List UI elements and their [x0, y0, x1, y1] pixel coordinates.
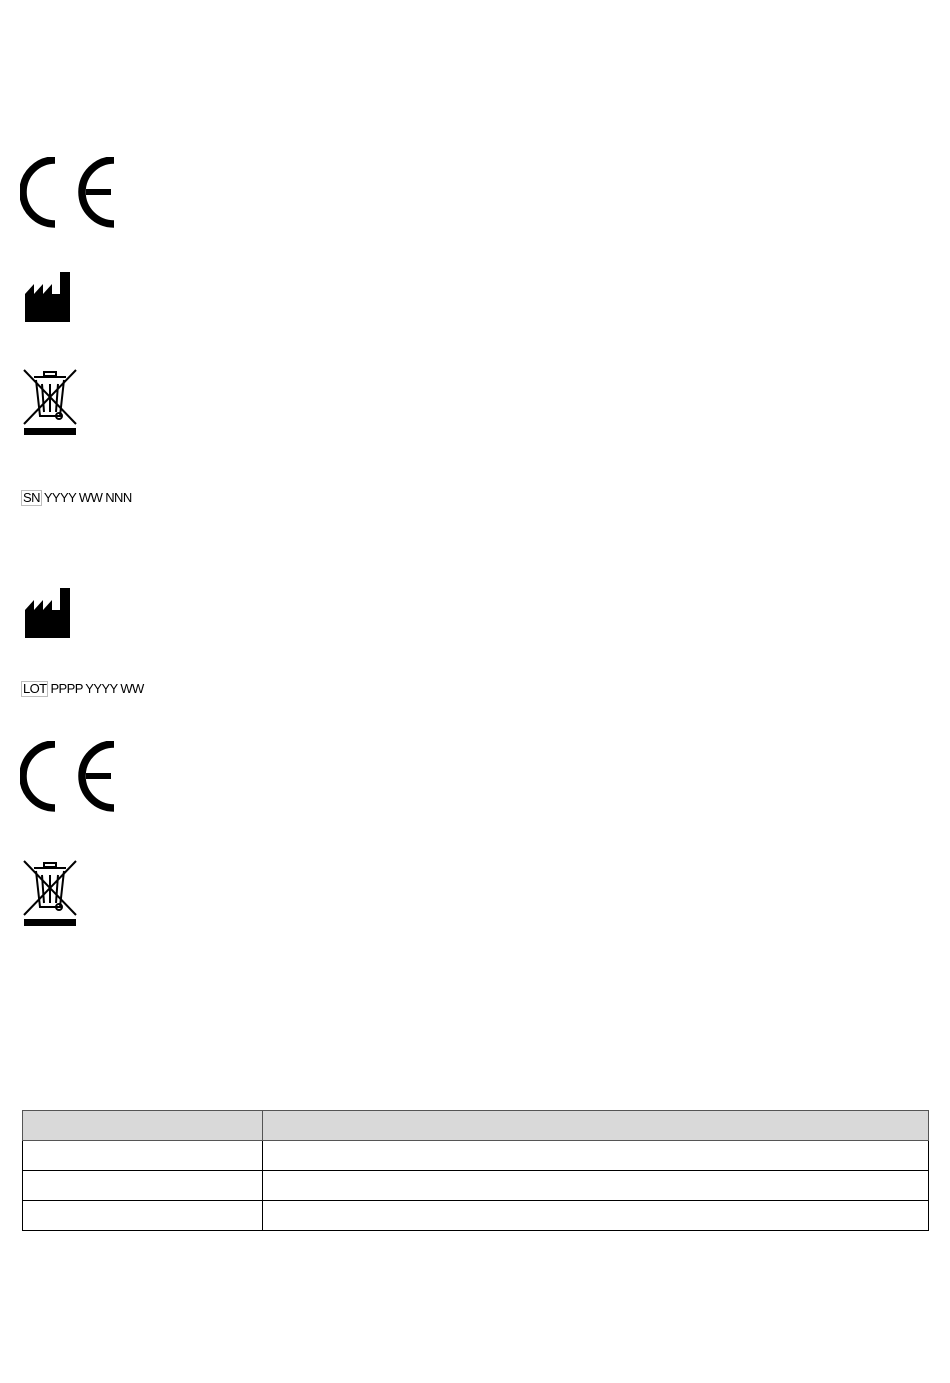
weee-crossed-bin-icon — [22, 859, 78, 927]
table-row — [23, 1141, 929, 1171]
table-cell — [23, 1171, 263, 1201]
lot-value: PPPP YYYY WW — [50, 681, 144, 696]
sn-box-label: SN — [23, 490, 40, 505]
manufacturer-icon — [25, 588, 71, 638]
table-row — [23, 1171, 929, 1201]
table-header-cell — [263, 1111, 929, 1141]
table-cell — [23, 1141, 263, 1171]
table-header-row — [23, 1111, 929, 1141]
table-cell — [263, 1201, 929, 1231]
table-cell — [263, 1141, 929, 1171]
table-row — [23, 1201, 929, 1231]
sn-value: YYYY WW NNN — [43, 490, 132, 505]
table-cell — [263, 1171, 929, 1201]
ce-mark-icon — [20, 157, 116, 229]
symbol-table — [22, 1110, 929, 1231]
lot-number-line — [21, 681, 144, 697]
weee-crossed-bin-icon — [22, 368, 78, 436]
ce-mark-icon — [20, 741, 116, 813]
serial-number-line — [21, 490, 132, 506]
table-cell — [23, 1201, 263, 1231]
table-header-cell — [23, 1111, 263, 1141]
lot-box-label: LOT — [23, 681, 47, 696]
manufacturer-icon — [25, 272, 71, 322]
